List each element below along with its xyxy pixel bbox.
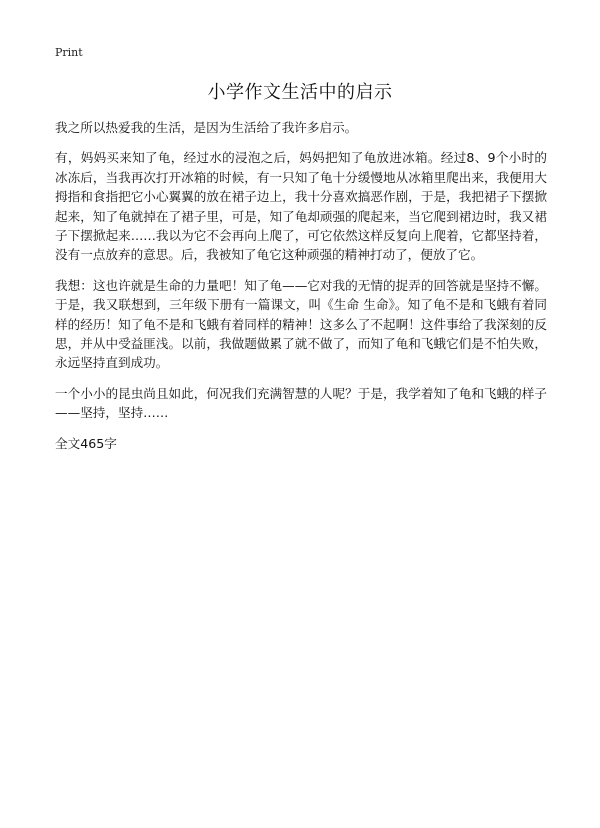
word-count: 全文465字	[55, 435, 117, 451]
print-link[interactable]: Print	[55, 46, 83, 59]
article-paragraph-reflection: 我想：这也许就是生命的力量吧！知了龟——它对我的无情的捉弄的回答就是坚持不懈。于是，我又联想到，三年级下册有一篇课文，叫《生命 生命》。知了龟不是和飞蛾有着同样的经历！知了龟不是和飞蛾有着同样的精神！这多么了不起啊！这件事给了我深刻的反思，并从中受益匪浅。以前，我做题做累了就不做了，而知了龟和飞蛾它们是不怕失败，永远坚持直到成功。	[55, 277, 547, 371]
article-paragraph-conclusion: 一个小小的昆虫尚且如此，何况我们充满智慧的人呢？于是，我学着知了龟和飞蛾的样子——坚持，坚持……	[55, 385, 547, 421]
article-paragraph-intro: 我之所以热爱我的生活，是因为生活给了我许多启示。	[55, 120, 358, 135]
page-title: 小学作文生活中的启示	[207, 82, 393, 103]
article-paragraph-story: 有，妈妈买来知了龟，经过水的浸泡之后，妈妈把知了龟放进冰箱。经过8、9个小时的冰冻后，当我再次打开冰箱的时候，有一只知了龟十分缓慢地从冰箱里爬出来，我便用大拇指和食指把它小心翼翼的放在裙子边上，我十分喜欢搞恶作剧，于是，我把裙子下摆掀起来，知了龟就掉在了裙子里，可是，知了龟却顽强的爬起来，当它爬到裙边时，我又裙子下摆掀起来……我以为它不会再向上爬了，可它依然这样反复向上爬着，它都坚持着，没有一点放弃的意思。后，我被知了龟它这种顽强的精神打动了，便放了它。	[55, 150, 547, 263]
article-body	[55, 118, 547, 453]
